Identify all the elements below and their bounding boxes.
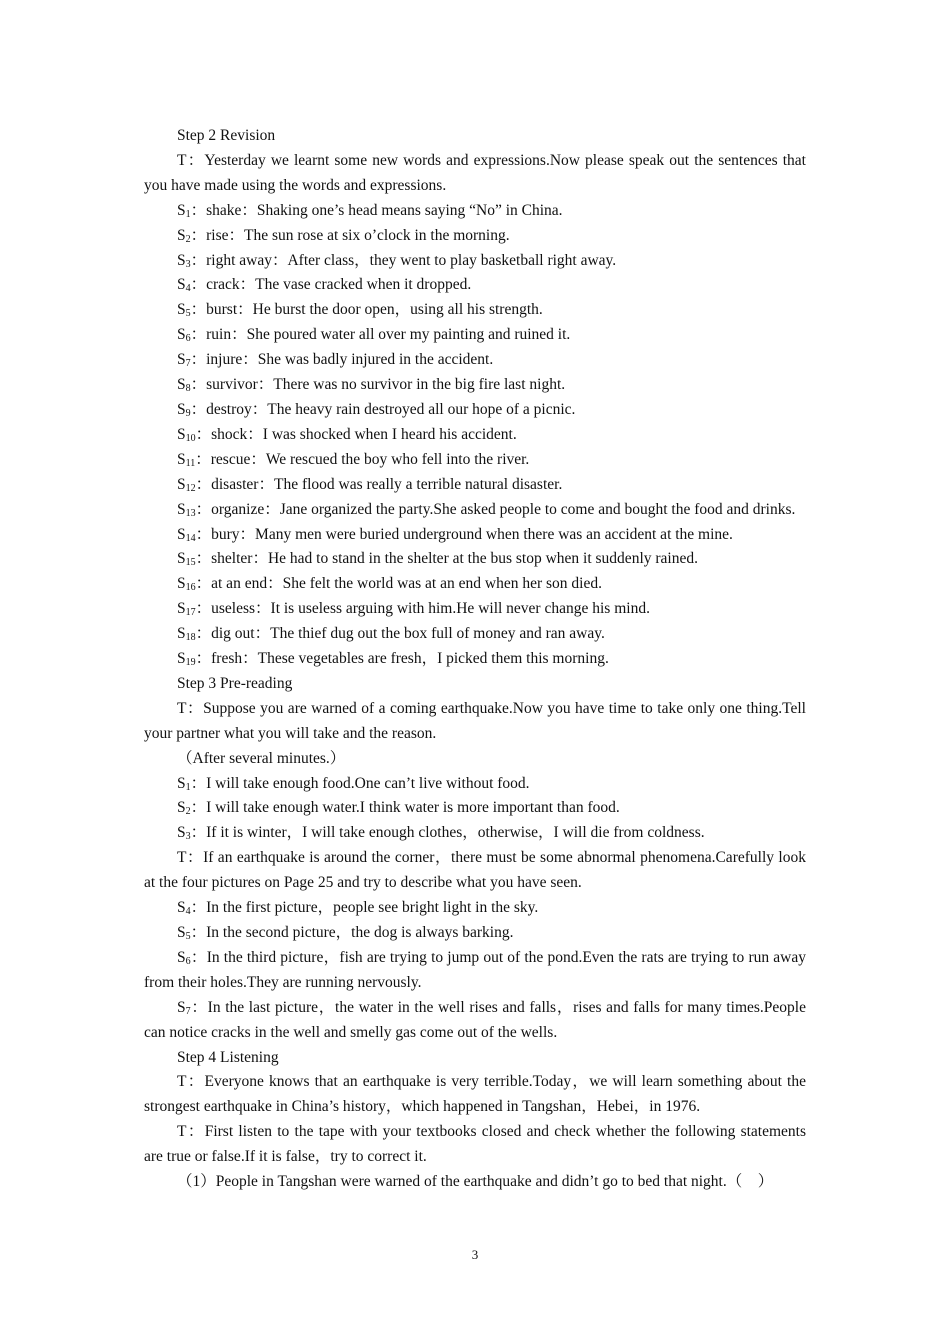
sentence-text: ：shake：Shaking one’s head means saying “No” in China. (190, 201, 563, 219)
sentence-text: ：bury：Many men were buried underground when there was an accident at the mine. (195, 525, 733, 543)
student-number: 3 (185, 258, 191, 270)
sentence-text: ：useless：It is useless arguing with him.He will never change his mind. (195, 600, 650, 618)
step2-heading: Step 2 Revision (177, 127, 276, 144)
sentence-text: ：survivor：There was no survivor in the big fire last night. (190, 376, 566, 394)
sentence-text: ：shelter：He had to stand in the shelter at the bus stop when it suddenly rained. (195, 550, 698, 568)
revision-sentence: $S_1$：shake：Shaking one’s head means saying “No” in China. (177, 201, 563, 220)
revision-sentence: $S_7$：injure：She was badly injured in the accident. (177, 351, 494, 370)
student-number: 2 (185, 806, 191, 818)
student-answer: $S_3$：If it is winter，I will take enough clothes，otherwise，I will die from coldness. (177, 824, 705, 843)
revision-sentence: $S_{10}$：shock：I was shocked when I heard his accident. (177, 425, 517, 444)
student-number: 18 (185, 632, 196, 644)
student-answer: $S_2$：I will take enough water.I think water is more important than food. (177, 799, 620, 818)
sentence-text: ：disaster：The flood was really a terrible natural disaster. (195, 475, 563, 493)
student-answer: $S_4$：In the first picture，people see bright light in the sky. (177, 899, 539, 918)
student-answer: $S_5$：In the second picture，the dog is always barking. (177, 924, 514, 942)
answer-text: ：I will take enough food.One can’t live without food. (190, 774, 530, 792)
student-number: 19 (185, 657, 196, 669)
revision-sentence: $S_{14}$：bury：Many men were buried underground when there was an accident at the mine. (177, 525, 733, 544)
answer-text: ：In the last picture，the water in the well rises and falls，rises and falls for many times.People can notice cracks in the well and smelly gas come out of the wells. (144, 998, 806, 1041)
answer-text: ：In the second picture，the dog is always barking. (190, 924, 514, 941)
student-answer: $S_6$：In the third picture，fish are trying to jump out of the pond.Even the rats are trying to run away from their holes.They are running nervously. (144, 948, 806, 991)
revision-sentence: $S_5$：burst：He burst the door open，using all his strength. (177, 301, 543, 320)
student-number: 7 (185, 1005, 191, 1017)
sentence-text: ：dig out：The thief dug out the box full of money and ran away. (195, 625, 605, 643)
step3-teacher-prompt-2: T：If an earthquake is around the corner，there must be some abnormal phenomena.Carefully look at the four pictures on Page 25 and try to describe what you have seen. (144, 849, 806, 892)
student-number: 5 (185, 308, 191, 320)
step3-teacher-prompt: T：Suppose you are warned of a coming earthquake.Now you have time to take only one thing.Tell your partner what you will take and the reason. (144, 699, 806, 742)
student-answer: $S_1$：I will take enough food.One can’t live without food. (177, 774, 530, 793)
revision-sentence: $S_6$：ruin：She poured water all over my painting and ruined it. (177, 326, 571, 345)
student-number: 6 (185, 955, 191, 967)
sentence-text: ：crack：The vase cracked when it dropped. (190, 276, 472, 294)
student-number: 9 (185, 407, 191, 419)
revision-sentence: $S_{16}$：at an end：She felt the world was at an end when her son died. (177, 575, 602, 594)
answer-text: ：In the third picture，fish are trying to jump out of the pond.Even the rats are trying to run away from their holes.They are running nervously. (144, 948, 806, 991)
revision-sentence: $S_4$：crack：The vase cracked when it dropped. (177, 276, 472, 295)
sentence-text: ：shock：I was shocked when I heard his accident. (195, 425, 517, 443)
student-number: 1 (185, 781, 191, 793)
sentence-text: ：ruin：She poured water all over my painting and ruined it. (190, 326, 571, 344)
revision-sentence: $S_{17}$：useless：It is useless arguing with him.He will never change his mind. (177, 600, 650, 619)
step4-teacher-prompt: T：Everyone knows that an earthquake is very terrible.Today，we will learn something about the strongest earthquake in China’s history，which happened in Tangshan，Hebei，in 1976. (144, 1073, 806, 1116)
revision-sentence: $S_{12}$：disaster：The flood was really a terrible natural disaster. (177, 475, 563, 494)
student-number: 4 (185, 283, 191, 295)
true-false-item-1: （1）People in Tangshan were warned of the earthquake and didn’t go to bed that night.（ ） (177, 1173, 774, 1191)
page-number: 3 (471, 1247, 479, 1262)
answer-text: ：I will take enough water.I think water is more important than food. (190, 799, 620, 817)
student-number: 10 (185, 432, 196, 444)
student-number: 3 (185, 831, 191, 843)
sentence-text: ：injure：She was badly injured in the accident. (190, 351, 494, 369)
sentence-text: ：right away：After class，they went to play basketball right away. (190, 251, 617, 269)
student-number: 12 (185, 482, 196, 494)
sentence-text: ：rise：The sun rose at six o’clock in the morning. (190, 226, 510, 244)
answer-text: ：In the first picture，people see bright light in the sky. (190, 899, 539, 917)
student-number: 1 (185, 208, 191, 220)
sentence-text: ：at an end：She felt the world was at an end when her son died. (195, 575, 602, 593)
revision-sentence: $S_{15}$：shelter：He had to stand in the shelter at the bus stop when it suddenly rained. (177, 550, 698, 569)
revision-sentence: $S_{18}$：dig out：The thief dug out the box full of money and ran away. (177, 625, 605, 644)
revision-sentence: $S_{11}$：rescue：We rescued the boy who fell into the river. (177, 450, 530, 469)
sentence-text: ：rescue：We rescued the boy who fell into the river. (195, 450, 530, 468)
sentence-text: ：burst：He burst the door open，using all his strength. (190, 301, 543, 319)
step4-heading: Step 4 Listening (177, 1048, 279, 1066)
answer-text: ：If it is winter，I will take enough clothes，otherwise，I will die from coldness. (190, 824, 705, 842)
student-number: 17 (185, 607, 196, 619)
step3-heading: Step 3 Pre-reading (177, 674, 293, 692)
step4-teacher-instruction: T：First listen to the tape with your textbooks closed and check whether the following statements are true or false.If it is false，try to correct it. (144, 1123, 806, 1166)
student-number: 16 (185, 582, 196, 594)
student-number: 6 (185, 333, 191, 345)
student-number: 4 (185, 906, 191, 918)
student-number: 2 (185, 233, 191, 245)
student-number: 15 (185, 557, 196, 569)
student-number: 13 (185, 507, 196, 519)
student-answer: $S_7$：In the last picture，the water in the well rises and falls，rises and falls for many times.People can notice cracks in the well and smelly gas come out of the wells. (144, 998, 806, 1041)
sentence-text: ：destroy：The heavy rain destroyed all our hope of a picnic. (190, 400, 576, 418)
revision-sentence: $S_2$：rise：The sun rose at six o’clock in the morning. (177, 226, 510, 245)
revision-sentence: $S_9$：destroy：The heavy rain destroyed all our hope of a picnic. (177, 400, 576, 419)
student-number: 14 (185, 532, 196, 544)
student-number: 11 (185, 457, 196, 469)
sentence-text: ：fresh：These vegetables are fresh，I picked them this morning. (195, 650, 609, 668)
step3-note: （After several minutes.） (177, 749, 346, 767)
revision-sentence: $S_3$：right away：After class，they went to play basketball right away. (177, 251, 617, 270)
student-number: 5 (185, 931, 191, 942)
revision-sentence: $S_{19}$：fresh：These vegetables are fresh，I picked them this morning. (177, 650, 609, 669)
step2-teacher-prompt: T：Yesterday we learnt some new words and expressions.Now please speak out the sentences that you have made using the words and expressions. (144, 151, 806, 194)
student-number: 7 (185, 358, 191, 370)
sentence-text: ：organize：Jane organized the party.She asked people to come and bought the food and drinks. (195, 500, 796, 518)
revision-sentence: $S_{13}$：organize：Jane organized the party.She asked people to come and bought the food and drinks. (177, 500, 796, 519)
revision-sentence: $S_8$：survivor：There was no survivor in the big fire last night. (177, 376, 566, 395)
student-number: 8 (185, 383, 191, 395)
document-body (144, 124, 806, 1195)
